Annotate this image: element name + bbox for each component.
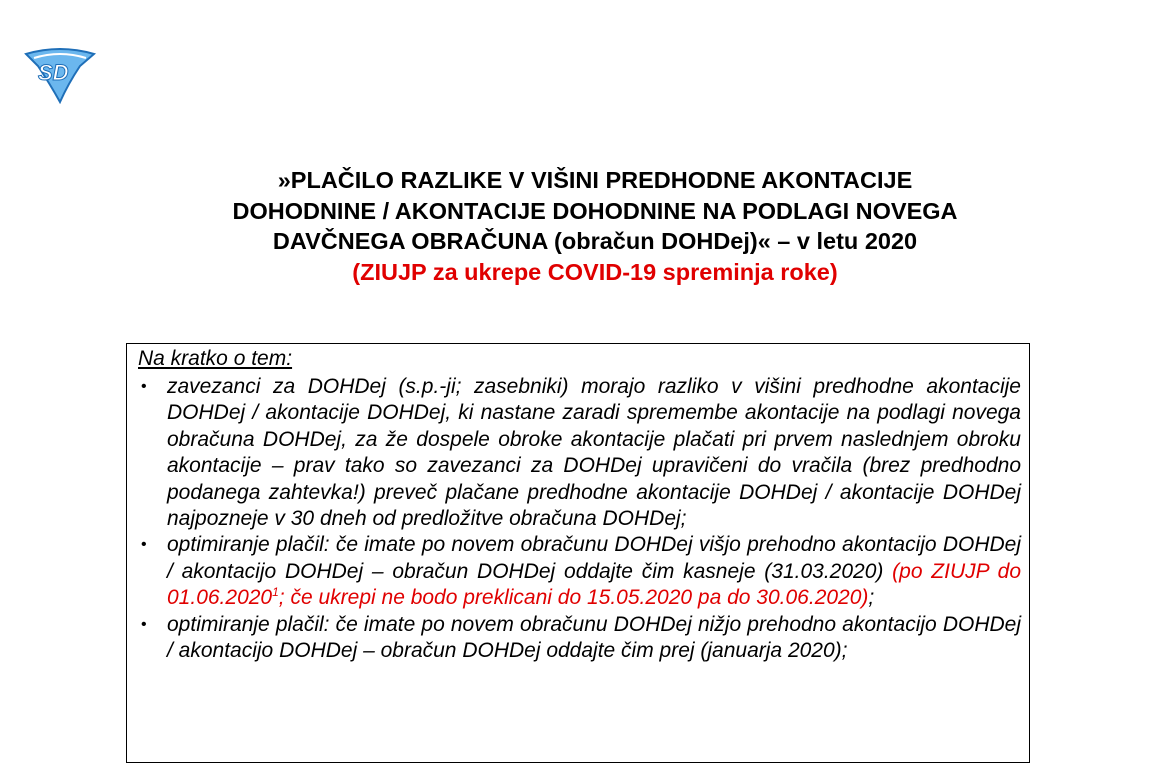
list-item-text: zavezanci za DOHDej (s.p.-ji; zasebniki) morajo razliko v višini predhodne akontacije DOHDej / akontacije DOHDej, ki nastane zaradi spremembe akontacije na podlagi novega obračuna DOHDej, za že dospele obroke akontacije plačati pri prvem naslednjem obroku akontacije – prav tako so zavezanci za DOHDej upravičeni do vračila (brez predhodno podanega zahtevka!) preveč plačane predhodne akontacije DOHDej / akontacije DOHDej najpozneje v 30 dneh od predložitve obračuna DOHDej; — [167, 375, 1021, 531]
deadline-note-cont: ; če ukrepi ne bodo preklicani do 15.05.2020 pa do 30.06.2020) — [278, 586, 869, 610]
title-line-1: »PLAČILO RAZLIKE V VIŠINI PREDHODNE AKONTACIJE — [277, 167, 913, 193]
bullet-icon: • — [141, 536, 147, 554]
title-subtitle: (ZIUJP za ukrepe COVID-19 spreminja roke) — [352, 258, 838, 285]
title-line-2: DOHODNINE / AKONTACIJE DOHODNINE NA PODLAGI NOVEGA — [232, 197, 958, 224]
list-item-text: optimiranje plačil: če imate po novem obračunu DOHDej nižjo prehodno akontacijo DOHDej / akontacijo DOHDej – obračun DOHDej oddajte čim prej (januarja 2020); — [167, 612, 1021, 663]
sd-shield-logo-icon — [20, 44, 98, 104]
list-item — [127, 374, 1029, 532]
list-item-end: ; — [868, 586, 875, 610]
document-title — [130, 165, 1060, 287]
footnote-ref[interactable]: 1 — [272, 585, 279, 600]
title-line-3: DAVČNEGA OBRAČUNA (obračun DOHDej)« – v letu 2020 — [272, 228, 918, 254]
deadline-note: (po ZIUJP do 01.06.2020 — [167, 559, 1022, 610]
svg-text:SD: SD — [38, 60, 69, 85]
list-item — [127, 612, 1029, 665]
bullet-icon: • — [141, 615, 147, 633]
summary-box — [126, 343, 1030, 763]
summary-heading: Na kratko o tem: — [138, 347, 293, 370]
bullet-icon: • — [141, 378, 147, 395]
list-item-text: optimiranje plačil: če imate po novem obračunu DOHDej višjo prehodno akontacijo DOHDej / akontacijo DOHDej – obračun DOHDej oddajte čim kasneje (31.03.2020) — [167, 533, 1021, 583]
summary-list — [127, 374, 1029, 664]
list-item — [127, 532, 1029, 611]
